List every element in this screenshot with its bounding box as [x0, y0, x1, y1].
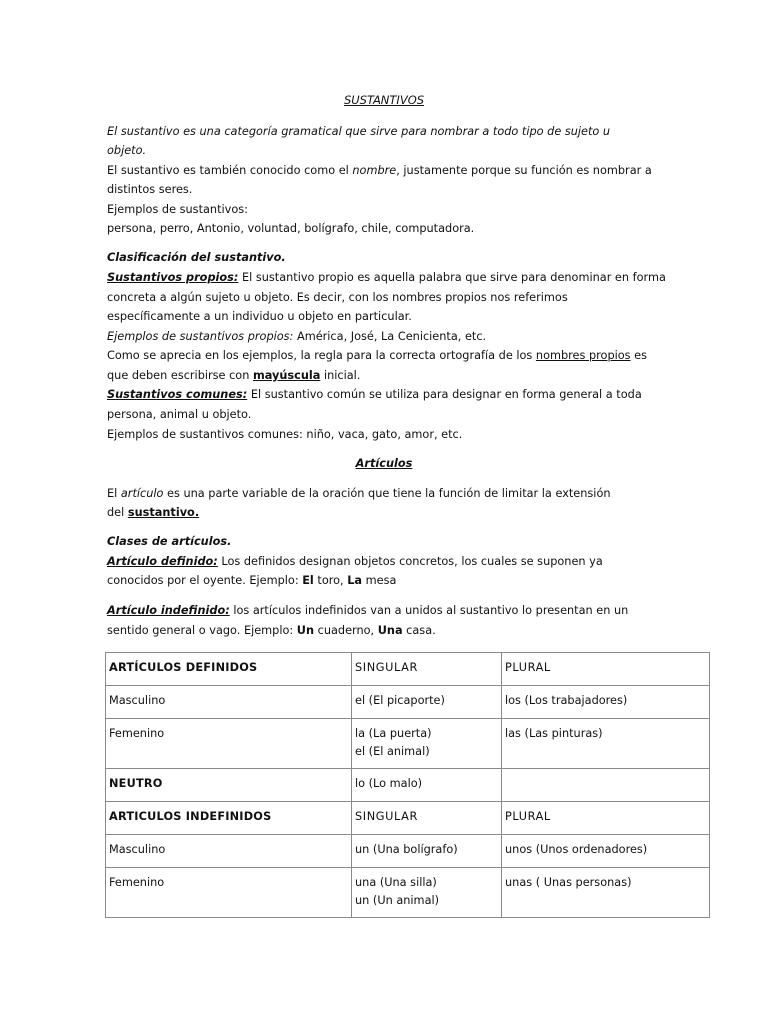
- intro-line-2: objeto.: [107, 144, 147, 157]
- aprecia-line: [107, 346, 647, 365]
- text: los artículos indefinidos van a unidos al sustantivo lo presentan en un: [229, 604, 629, 617]
- propios-line-1: [107, 268, 666, 287]
- intro-line-3: [107, 161, 652, 180]
- table-cell: SINGULAR: [352, 802, 502, 835]
- table-cell: las (Las pinturas): [502, 719, 710, 769]
- propios-line-2: concreta a algún sujeto u objeto. Es decir, con los nombres propios nos referimos: [107, 291, 568, 304]
- articulo-def-line-2: [107, 503, 199, 522]
- text: inicial.: [320, 369, 361, 382]
- text: El: [107, 487, 121, 500]
- term-articulo-definido: Artículo definido:: [107, 555, 218, 568]
- intro-line-4: distintos seres.: [107, 183, 193, 196]
- table-cell: unos (Unos ordenadores): [502, 835, 710, 868]
- table-row: [106, 835, 710, 868]
- table-cell: Masculino: [106, 835, 352, 868]
- articulos-table: [105, 652, 710, 918]
- table-cell: los (Los trabajadores): [502, 686, 710, 719]
- table-cell: un (Una bolígrafo): [352, 835, 502, 868]
- clases-heading: Clases de artículos.: [107, 535, 232, 548]
- section-heading-clasificacion: Clasificación del sustantivo.: [107, 251, 286, 264]
- text: El sustantivo común se utiliza para designar en forma general a toda: [247, 388, 642, 401]
- example-un: Un: [296, 624, 315, 637]
- text: es una parte variable de la oración que tiene la función de limitar la extensión: [163, 487, 611, 500]
- articulo-def-line-1: [107, 484, 611, 503]
- text: casa.: [402, 624, 436, 637]
- comunes-line-2: persona, animal u objeto.: [107, 408, 252, 421]
- example-una: Una: [377, 624, 403, 637]
- text: que deben escribirse con: [107, 369, 253, 382]
- text: del: [107, 506, 128, 519]
- propios-line-3: específicamente a un individuo u objeto en particular.: [107, 310, 412, 323]
- text: conocidos por el oyente. Ejemplo:: [107, 574, 303, 587]
- table-row: [106, 769, 710, 802]
- text: sentido general o vago. Ejemplo:: [107, 624, 297, 637]
- text: mesa: [362, 574, 397, 587]
- term-articulo-indefinido: Artículo indefinido:: [107, 604, 230, 617]
- indefinido-line-2: [107, 621, 436, 640]
- text: América, José, La Cenicienta, etc.: [293, 330, 487, 343]
- table-cell: ARTICULOS INDEFINIDOS: [106, 802, 352, 835]
- table-cell: ARTÍCULOS DEFINIDOS: [106, 653, 352, 686]
- ejemplos-comunes: Ejemplos de sustantivos comunes: niño, vaca, gato, amor, etc.: [107, 428, 463, 441]
- link-mayuscula[interactable]: mayúscula: [252, 369, 321, 382]
- example-el: El: [302, 574, 314, 587]
- text: es: [630, 349, 647, 362]
- text: toro,: [313, 574, 348, 587]
- definido-line-2: [107, 571, 396, 590]
- table-cell: NEUTRO: [106, 769, 352, 802]
- table-cell: Masculino: [106, 686, 352, 719]
- table-cell: SINGULAR: [352, 653, 502, 686]
- table-cell: el (El picaporte): [352, 686, 502, 719]
- label: Ejemplos de sustantivos propios:: [107, 330, 294, 343]
- ejemplos-propios: [107, 327, 486, 346]
- table-row: [106, 868, 710, 918]
- text: Los definidos designan objetos concretos, los cuales se suponen ya: [217, 555, 603, 568]
- table-row: [106, 653, 710, 686]
- table-row: [106, 686, 710, 719]
- table-row: [106, 719, 710, 769]
- mayuscula-line: [107, 366, 360, 385]
- text: , justamente porque su función es nombrar a: [396, 164, 652, 177]
- table-cell: Femenino: [106, 719, 352, 769]
- text: Como se aprecia en los ejemplos, la regla para la correcta ortografía de los: [107, 349, 536, 362]
- indefinido-line-1: [107, 601, 628, 620]
- table-cell: PLURAL: [502, 653, 710, 686]
- definido-line-1: [107, 552, 603, 571]
- table-cell: la (La puerta) el (El animal): [352, 719, 502, 769]
- page-title: SUSTANTIVOS: [343, 93, 425, 107]
- term-sustantivos-comunes: Sustantivos comunes:: [107, 388, 248, 401]
- emphasis-nombre: nombre: [352, 164, 397, 177]
- comunes-line-1: [107, 385, 642, 404]
- emphasis-articulo: artículo: [120, 487, 164, 500]
- table-cell: [502, 769, 710, 802]
- text: El sustantivo propio es aquella palabra que sirve para denominar en forma: [238, 271, 666, 284]
- term-sustantivos-propios: Sustantivos propios:: [107, 271, 239, 284]
- link-sustantivo[interactable]: sustantivo.: [127, 506, 200, 519]
- table-cell: PLURAL: [502, 802, 710, 835]
- table-cell: una (Una silla) un (Un animal): [352, 868, 502, 918]
- text: El sustantivo es también conocido como el: [107, 164, 353, 177]
- link-nombres-propios[interactable]: nombres propios: [535, 349, 631, 362]
- example-la: La: [347, 574, 363, 587]
- text: cuaderno,: [314, 624, 378, 637]
- table-cell: unas ( Unas personas): [502, 868, 710, 918]
- intro-line-5: Ejemplos de sustantivos:: [107, 203, 248, 216]
- table-cell: Femenino: [106, 868, 352, 918]
- table-row: [106, 802, 710, 835]
- intro-line-1: El sustantivo es una categoría gramatical que sirve para nombrar a todo tipo de sujeto u: [107, 125, 611, 138]
- section-heading-articulos: Artículos: [355, 457, 413, 470]
- intro-line-6: persona, perro, Antonio, voluntad, bolígrafo, chile, computadora.: [107, 222, 475, 235]
- table-cell: lo (Lo malo): [352, 769, 502, 802]
